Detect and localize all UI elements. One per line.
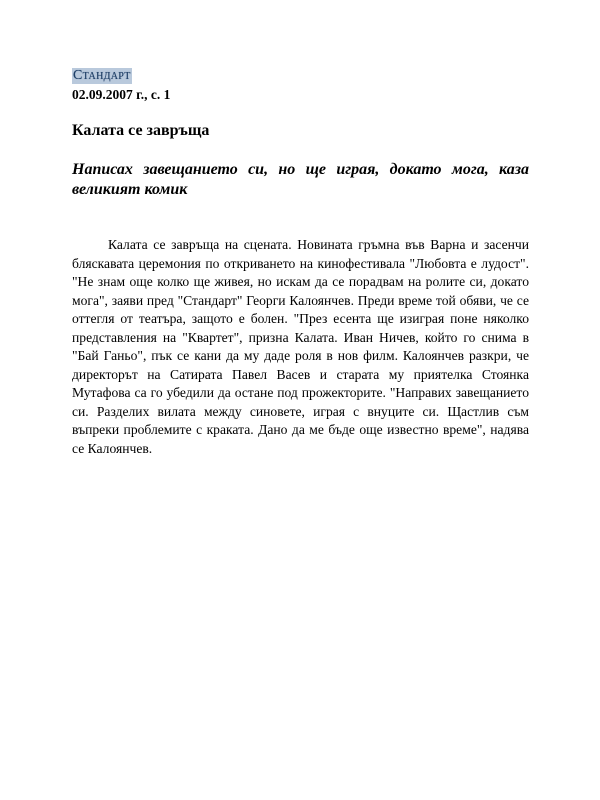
publication-date-page: 02.09.2007 г., с. 1 [72, 87, 171, 102]
article-body: Калата се завръща на сцената. Новината гръмна във Варна и засенчи бляскавата церемония по откриването на кинофестивала "Любовта е лудост". "Не знам още колко ще живея, но искам да се порадвам на ролите си, докато мога", заяви пред "Стандарт" Георги Калоянчев. Преди време той обяви, че се оттегля от театъра, защото е болен. "През есента ще изиграя поне няколко представления на "Квартет", призна Калата. Иван Ничев, който го снима в "Бай Ганьо", пък се кани да му даде роля в нов филм. Калоянчев разкри, че директорът на Сатирата Павел Васев и старата му приятелка Стоянка Мутафова са го убедили да остане под прожекторите. "Направих завещанието си. Разделих вилата между синовете, играя с внуците си. Щастлив съм въпреки проблемите с краката. Дано да ме бъде още известно време", надява се Калоянчев. [72, 237, 529, 456]
newspaper-name: Стандарт [73, 68, 131, 83]
article-subtitle: Написах завещанието си, но ще играя, докато мога, каза великият комик [72, 161, 529, 198]
article-title: Калата се завръща [72, 122, 210, 139]
document-page [72, 66, 529, 458]
source-logo [72, 66, 529, 84]
